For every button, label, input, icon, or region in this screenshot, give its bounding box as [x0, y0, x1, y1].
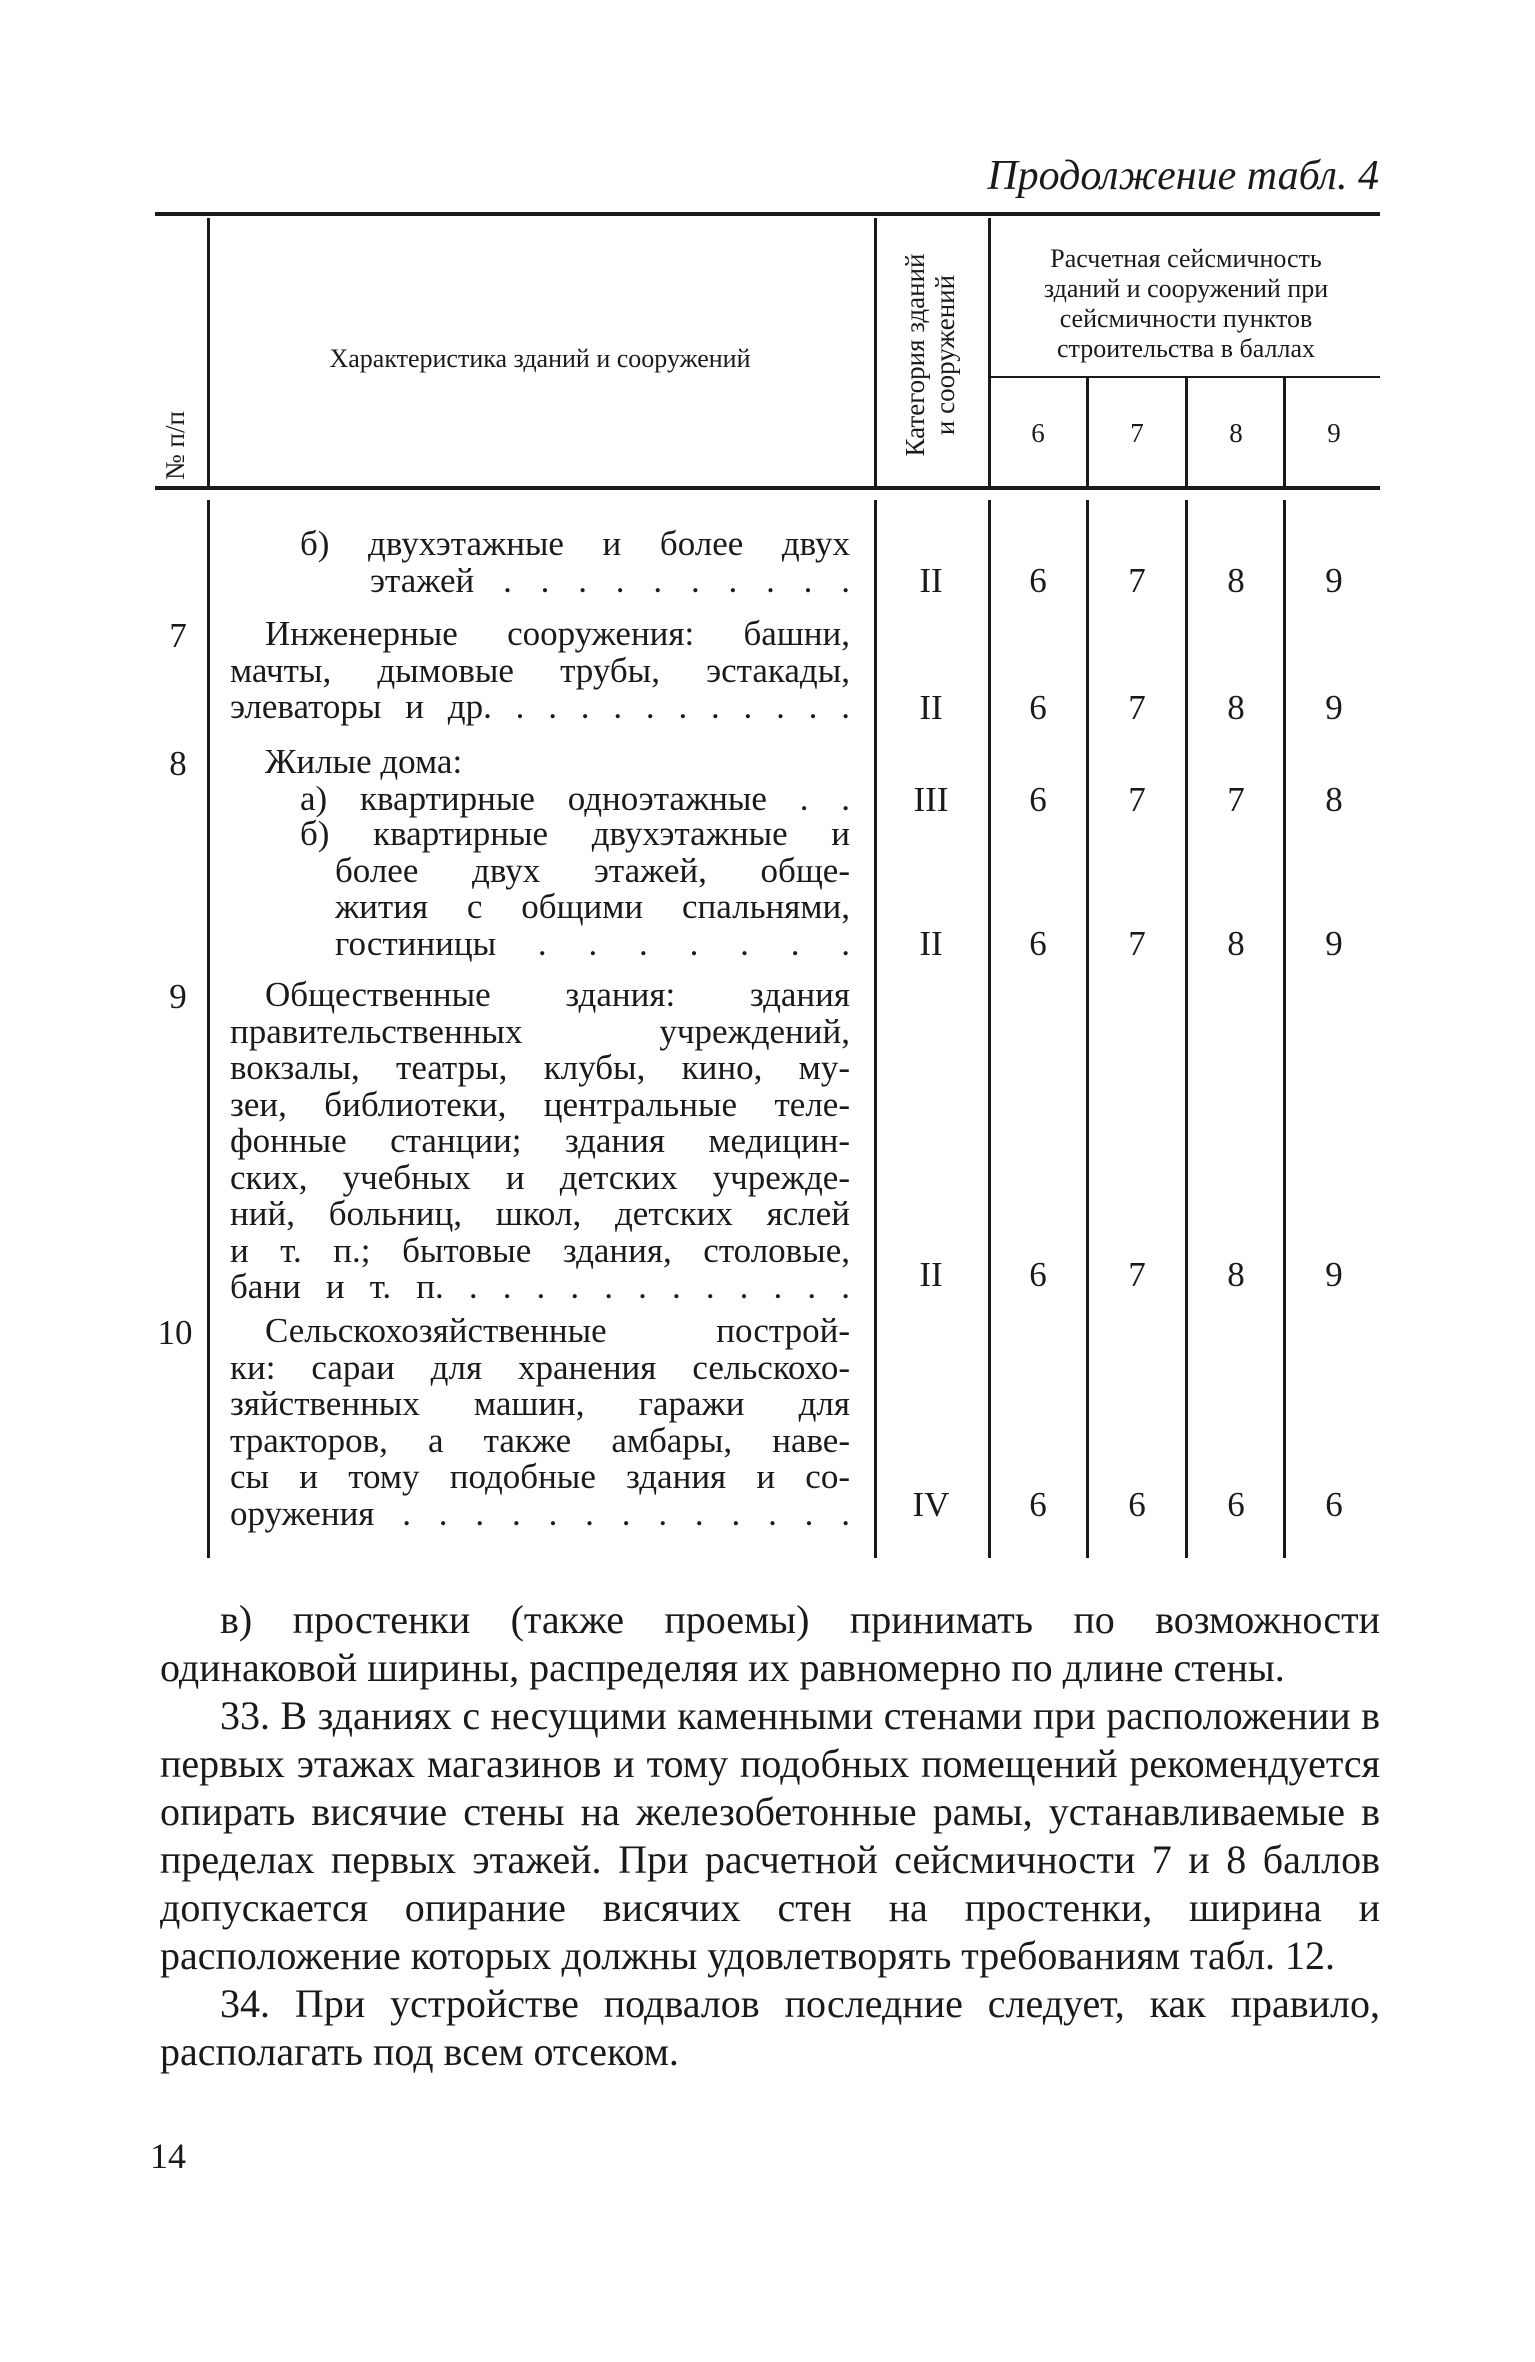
table-row-value: 9 [1325, 1255, 1343, 1294]
num-column-header: № п/п [160, 411, 190, 480]
table-row-value: 6 [1029, 561, 1047, 600]
table-row-value: 7 [1128, 780, 1146, 819]
header-divider [988, 218, 991, 486]
table-row-category: II [919, 1255, 943, 1294]
table-row-number: 8 [169, 744, 187, 783]
table-row-value: 7 [1227, 780, 1245, 819]
table-row-value: 6 [1227, 1485, 1245, 1524]
table-row-value: 8 [1227, 688, 1245, 727]
table-row-number: 9 [169, 977, 187, 1016]
table-row-description: б) двухэтажные и более двух этажей . . . . . . . . . . [300, 524, 850, 600]
header-divider [1283, 378, 1286, 486]
header-divider [874, 218, 877, 486]
table-row-value: 8 [1325, 780, 1343, 819]
category-column-header: Категория зданий и сооружений [900, 253, 960, 457]
table-row-description: Жилые дома: а) квартирные одноэтажные . . [265, 742, 850, 818]
table-row-number: 10 [157, 1313, 193, 1352]
point-header: 7 [1130, 418, 1144, 448]
table-row-category: II [919, 924, 943, 963]
header-divider [1086, 378, 1089, 486]
body-divider [874, 500, 877, 1558]
table-row-value: 9 [1325, 561, 1343, 600]
header-divider [1185, 378, 1188, 486]
point-header: 8 [1229, 418, 1243, 448]
table-row-value: 8 [1227, 1255, 1245, 1294]
table-row-value: 7 [1128, 561, 1146, 600]
table-row-category: IV [912, 1485, 950, 1524]
table-row-value: 6 [1325, 1485, 1343, 1524]
table-row-description: Инженерные сооружения: башни, мачты, дымовые трубы, эстакады, элеваторы и др. . . . . . . . . . . . [230, 614, 850, 726]
table-row-description: Общественные здания: здания правительственных учреждений, вокзалы, театры, клубы, кино, му- зеи, библиотеки, центральные теле- фонные станции; здания медицин- ских, учебных и детских учрежде- ний, больниц, школ, детских яслей и т. п.; бытовые здания, столовые, бани и т. п. . . . . . . . . . . . . [230, 975, 850, 1306]
table-row-value: 6 [1029, 780, 1047, 819]
table-row-value: 7 [1128, 924, 1146, 963]
table-row-value: 7 [1128, 688, 1146, 727]
body-text [160, 1596, 1380, 2076]
table-row-value: 6 [1029, 924, 1047, 963]
table-top-rule [155, 212, 1380, 216]
table-row-value: 7 [1128, 1255, 1146, 1294]
table-row-value: 8 [1227, 924, 1245, 963]
body-divider [1086, 500, 1089, 1558]
point-header: 6 [1031, 418, 1045, 448]
paragraph: в) простенки (также проемы) принимать по возможности одинаковой ширины, распределяя их равномерно по длине стены. [160, 1597, 1380, 1690]
paragraph: 34. При устройстве подвалов последние следует, как правило, располагать под всем отсеком. [160, 1981, 1380, 2074]
table-row-value: 9 [1325, 688, 1343, 727]
page-number: 14 [150, 2136, 186, 2176]
header-divider [207, 218, 210, 486]
table-row-value: 8 [1227, 561, 1245, 600]
body-divider [1185, 500, 1188, 1558]
table-row-category: II [919, 561, 943, 600]
table-row-category: II [919, 688, 943, 727]
table-row-value: 6 [1128, 1485, 1146, 1524]
body-divider [988, 500, 991, 1558]
table-row-value: 6 [1029, 688, 1047, 727]
body-divider [1283, 500, 1286, 1558]
table-row-value: 6 [1029, 1255, 1047, 1294]
seismic-column-header: Расчетная сейсмичность зданий и сооружений при сейсмичности пунктов строительства в баллах [1043, 244, 1329, 363]
table-row-category: III [913, 780, 949, 819]
table-row-value: 6 [1029, 1485, 1047, 1524]
header-bottom-rule [155, 486, 1380, 490]
paragraph: 33. В зданиях с несущими каменными стенами при расположении в первых этажах магазинов и тому подобных помещений рекомендуется опирать висячие стены на железобетонные рамы, устанавливаемые в пределах первых этажей. При расчетной сейсмичности 7 и 8 баллов допускается опирание висячих стен на простенки, ширина и расположение которых должны удовлетворять требованиям табл. 12. [160, 1693, 1380, 1978]
point-header: 9 [1327, 418, 1341, 448]
table-row-description: Сельскохозяйственные построй- ки: сараи для хранения сельскохо- зяйственных машин, гаражи для тракторов, а также амбары, наве- сы и тому подобные здания и со- оружения . . . . . . . . . . . . . [230, 1311, 850, 1533]
table-row-description: б) квартирные двухэтажные и более двух этажей, обще- жития с общими спальнями, гостиницы . . . . . . . [300, 814, 850, 963]
table-row-number: 7 [169, 616, 187, 655]
table-row-value: 9 [1325, 924, 1343, 963]
table-caption: Продолжение табл. 4 [987, 153, 1379, 199]
characteristic-column-header: Характеристика зданий и сооружений [329, 344, 751, 373]
body-divider [207, 500, 210, 1558]
